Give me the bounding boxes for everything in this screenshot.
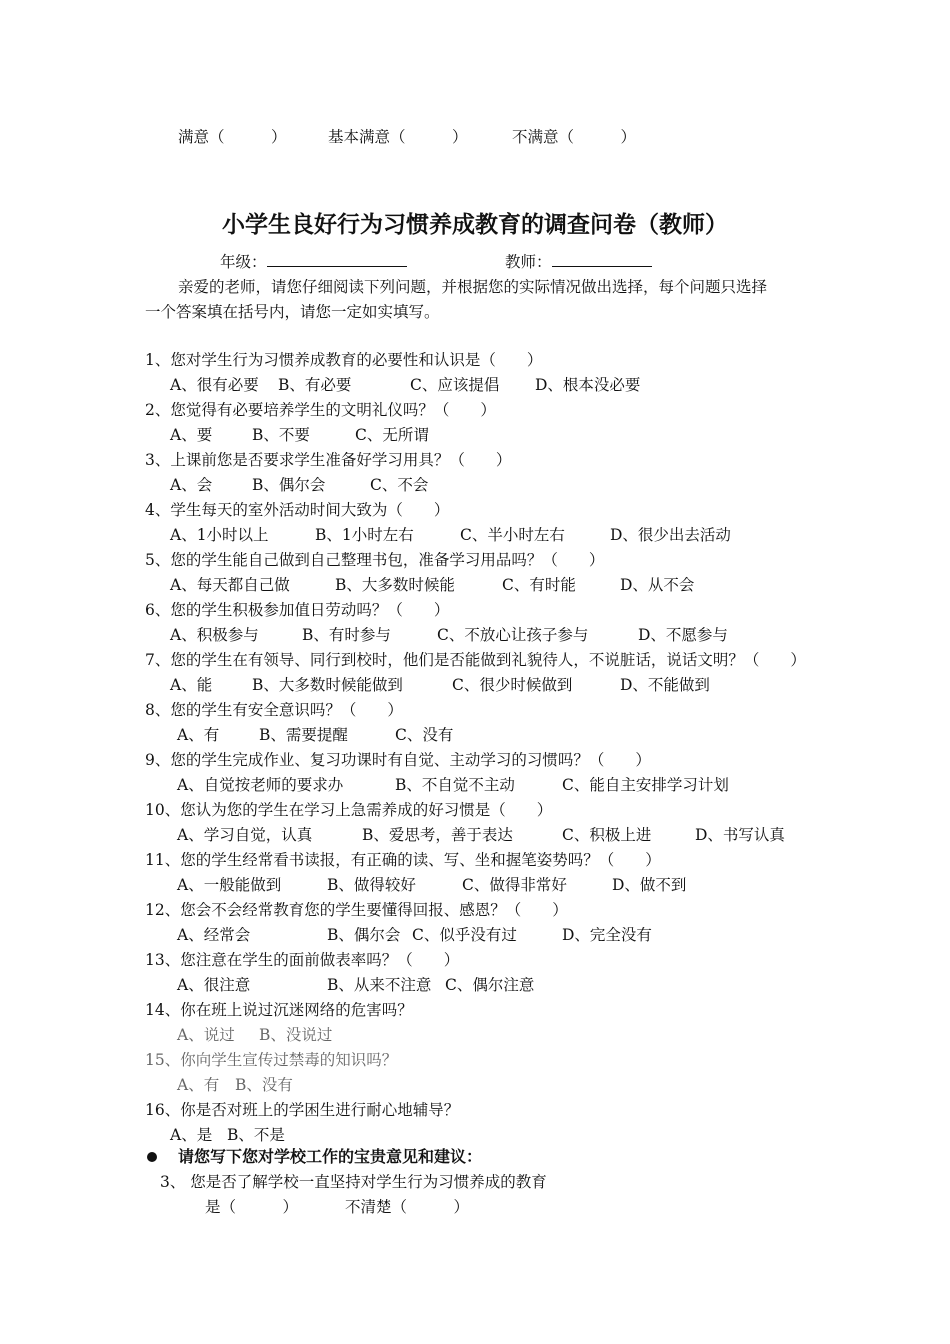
teacher-field xyxy=(505,252,652,272)
question-11-option: D、做不到 xyxy=(612,876,687,894)
teacher-blank[interactable] xyxy=(552,252,652,267)
question-11-option: C、做得非常好 xyxy=(462,876,567,894)
yes-option: 是（ ） xyxy=(205,1198,299,1216)
suggestion-question: 3、 您是否了解学校一直坚持对学生行为习惯养成的教育 xyxy=(160,1173,547,1191)
question-5-option: A、每天都自己做 xyxy=(170,576,290,594)
grade-field xyxy=(220,252,407,272)
question-10-option: A、学习自觉，认真 xyxy=(177,826,313,844)
question-10-option: C、积极上进 xyxy=(562,826,652,844)
question-12-option: A、经常会 xyxy=(177,926,251,944)
intro-line-1: 亲爱的老师，请您仔细阅读下列问题，并根据您的实际情况做出选择，每个问题只选择 xyxy=(178,278,768,296)
question-16-option: B、不是 xyxy=(227,1126,285,1144)
question-13-option: C、偶尔注意 xyxy=(445,976,535,994)
satisfied-option: 满意（ ） xyxy=(178,128,287,146)
question-12-option: B、偶尔会 xyxy=(327,926,401,944)
question-14: 14、你在班上说过沉迷网络的危害吗？ xyxy=(145,1001,413,1019)
unsatisfied-option: 不满意（ ） xyxy=(512,128,637,146)
question-1: 1、您对学生行为习惯养成教育的必要性和认识是（ ） xyxy=(145,351,543,369)
question-16-option: A、是 xyxy=(170,1126,213,1144)
question-9: 9、您的学生完成作业、复习功课时有自觉、主动学习的习惯吗？（ ） xyxy=(145,751,651,769)
question-4-option: D、很少出去活动 xyxy=(610,526,731,544)
question-9-option: A、自觉按老师的要求办 xyxy=(177,776,344,794)
question-5-option: D、从不会 xyxy=(620,576,695,594)
question-8-option: A、有 xyxy=(177,726,220,744)
question-15-option: A、有 xyxy=(177,1076,220,1094)
unclear-option: 不清楚（ ） xyxy=(345,1198,470,1216)
question-2-option: A、要 xyxy=(170,426,213,444)
grade-label: 年级： xyxy=(220,253,267,271)
question-8-option: B、需要提醒 xyxy=(259,726,348,744)
question-13: 13、您注意在学生的面前做表率吗？（ ） xyxy=(145,951,460,969)
question-2: 2、您觉得有必要培养学生的文明礼仪吗？（ ） xyxy=(145,401,496,419)
question-5-option: C、有时能 xyxy=(502,576,576,594)
teacher-label: 教师： xyxy=(505,253,552,271)
basic-satisfied-option: 基本满意（ ） xyxy=(328,128,468,146)
question-7-option: B、大多数时候能做到 xyxy=(252,676,403,694)
question-6-option: C、不放心让孩子参与 xyxy=(437,626,589,644)
question-7-option: C、很少时候做到 xyxy=(452,676,573,694)
question-6-option: D、不愿参与 xyxy=(638,626,728,644)
question-1-option: A、很有必要 xyxy=(170,376,259,394)
question-15: 15、你向学生宣传过禁毒的知识吗？ xyxy=(145,1051,398,1069)
question-12-option: C、似乎没有过 xyxy=(412,926,517,944)
question-9-option: C、能自主安排学习计划 xyxy=(562,776,729,794)
question-10-option: D、书写认真 xyxy=(695,826,785,844)
question-4: 4、学生每天的室外活动时间大致为（ ） xyxy=(145,501,450,519)
question-7-option: A、能 xyxy=(170,676,213,694)
grade-blank[interactable] xyxy=(267,252,407,267)
question-10-option: B、爱思考，善于表达 xyxy=(362,826,513,844)
question-1-option: B、有必要 xyxy=(278,376,352,394)
question-1-option: C、应该提倡 xyxy=(410,376,500,394)
question-2-option: B、不要 xyxy=(252,426,310,444)
question-14-option: B、没说过 xyxy=(259,1026,333,1044)
question-4-option: B、1小时左右 xyxy=(315,526,414,544)
question-16: 16、你是否对班上的学困生进行耐心地辅导？ xyxy=(145,1101,460,1119)
survey-title: 小学生良好行为习惯养成教育的调查问卷（教师） xyxy=(222,212,728,238)
question-5-option: B、大多数时候能 xyxy=(335,576,455,594)
question-1-option: D、根本没必要 xyxy=(535,376,641,394)
question-3-option: C、不会 xyxy=(370,476,429,494)
question-13-option: A、很注意 xyxy=(177,976,251,994)
question-7-option: D、不能做到 xyxy=(620,676,710,694)
question-9-option: B、不自觉不主动 xyxy=(395,776,515,794)
intro-line-2: 一个答案填在括号内，请您一定如实填写。 xyxy=(145,303,440,321)
question-15-option: B、没有 xyxy=(235,1076,293,1094)
question-2-option: C、无所谓 xyxy=(355,426,429,444)
question-10: 10、您认为您的学生在学习上急需养成的好习惯是（ ） xyxy=(145,801,553,819)
question-12: 12、您会不会经常教育您的学生要懂得回报、感恩？（ ） xyxy=(145,901,568,919)
question-13-option: B、从来不注意 xyxy=(327,976,432,994)
question-8-option: C、没有 xyxy=(395,726,454,744)
question-4-option: A、1小时以上 xyxy=(170,526,269,544)
bullet-icon xyxy=(147,1152,157,1162)
question-4-option: C、半小时左右 xyxy=(460,526,565,544)
question-11-option: B、做得较好 xyxy=(327,876,416,894)
question-5: 5、您的学生能自己做到自己整理书包，准备学习用品吗？（ ） xyxy=(145,551,605,569)
question-7: 7、您的学生在有领导、同行到校时，他们是否能做到礼貌待人，不说脏话，说话文明？（ ） xyxy=(145,651,806,669)
question-11-option: A、一般能做到 xyxy=(177,876,282,894)
question-6-option: A、积极参与 xyxy=(170,626,259,644)
question-6-option: B、有时参与 xyxy=(302,626,391,644)
question-3-option: A、会 xyxy=(170,476,213,494)
question-14-option: A、说过 xyxy=(177,1026,235,1044)
question-11: 11、您的学生经常看书读报，有正确的读、写、坐和握笔姿势吗？（ ） xyxy=(145,851,661,869)
suggestion-heading: 请您写下您对学校工作的宝贵意见和建议： xyxy=(178,1147,483,1166)
question-3: 3、上课前您是否要求学生准备好学习用具？（ ） xyxy=(145,451,512,469)
question-8: 8、您的学生有安全意识吗？（ ） xyxy=(145,701,403,719)
question-6: 6、您的学生积极参加值日劳动吗？（ ） xyxy=(145,601,450,619)
question-12-option: D、完全没有 xyxy=(562,926,652,944)
question-3-option: B、偶尔会 xyxy=(252,476,326,494)
